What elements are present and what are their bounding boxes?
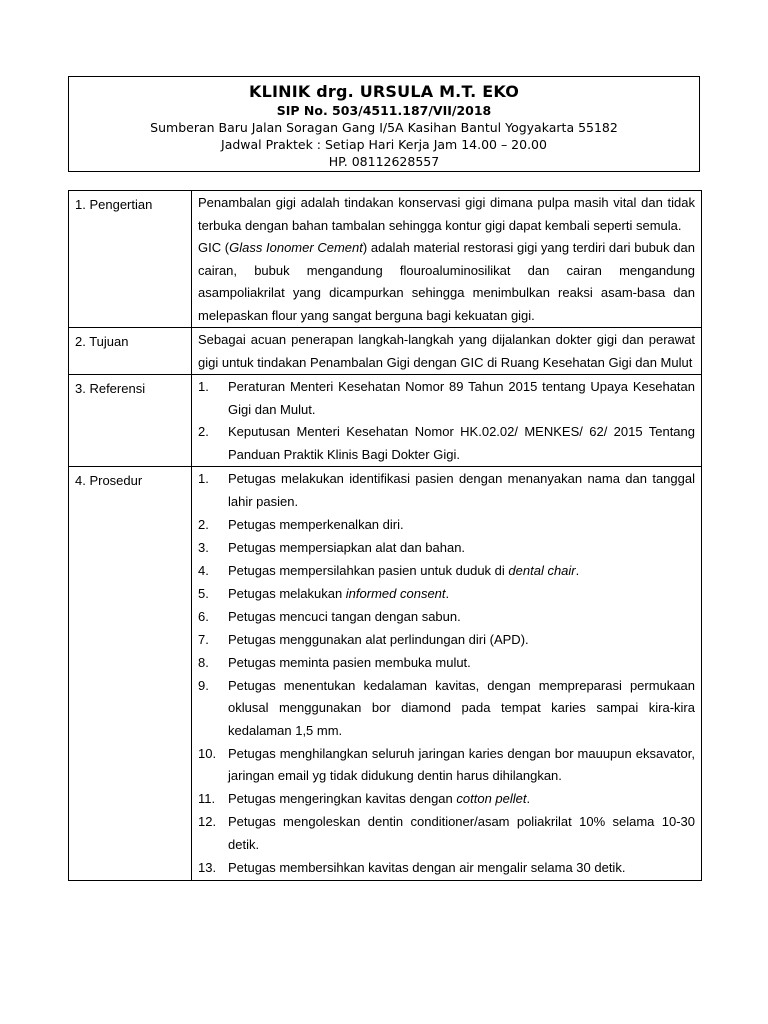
- prosedur-item-number: 9.: [198, 677, 209, 693]
- prosedur-item-number: 8.: [198, 654, 209, 670]
- pengertian-definition: Penambalan gigi adalah tindakan konservasi gigi dimana pulpa masih vital dan tidak terbuka dengan bahan tambalan sehingga kontur gigi dapat kembali seperti semula.: [198, 195, 695, 233]
- clinic-header: [68, 76, 700, 172]
- prosedur-item: [198, 652, 695, 675]
- referensi-item: [198, 376, 695, 421]
- prosedur-item-number: 7.: [198, 631, 209, 647]
- prosedur-item-text-part: Petugas mengeringkan kavitas dengan: [228, 791, 457, 806]
- tujuan-text: Sebagai acuan penerapan langkah-langkah yang dijalankan dokter gigi dan perawat gigi untuk tindakan Penambalan Gigi dengan GIC di Ruang Kesehatan Gigi dan Mulut: [198, 332, 695, 370]
- prosedur-item-text-part: Petugas memperkenalkan diri.: [228, 516, 404, 532]
- row-tujuan: [69, 328, 702, 375]
- prosedur-item-text: [228, 606, 695, 629]
- prosedur-item-text: [228, 743, 695, 788]
- prosedur-item-text: [228, 629, 695, 652]
- prosedur-item-number: 13.: [198, 859, 217, 875]
- prosedur-item-text-part: Petugas membersihkan kavitas dengan air mengalir selama 30 detik.: [228, 859, 626, 875]
- prosedur-item: [198, 606, 695, 629]
- gic-italic-term: Glass Ionomer Cement: [229, 240, 363, 255]
- referensi-item-number: 2.: [198, 424, 209, 439]
- prosedur-item: [198, 560, 695, 583]
- prosedur-item-text: [228, 811, 695, 856]
- prosedur-item-number: 11.: [198, 791, 216, 806]
- prosedur-item-text: [228, 468, 695, 513]
- prosedur-item-italic-term: informed consent: [345, 585, 446, 601]
- clinic-address: Sumberan Baru Jalan Soragan Gang I/5A Kasihan Bantul Yogyakarta 55182: [150, 120, 618, 135]
- prosedur-item-text: [228, 857, 695, 880]
- prosedur-item: [198, 468, 695, 513]
- prosedur-item-text: [228, 675, 695, 743]
- referensi-item-number: 1.: [198, 379, 209, 394]
- prosedur-item-text: [228, 537, 695, 560]
- prosedur-item: [198, 514, 695, 537]
- prosedur-item-text-part: Petugas meminta pasien membuka mulut.: [228, 654, 471, 670]
- prosedur-item-text-part: Petugas mengoleskan dentin conditioner/asam poliakrilat 10% selama 10-30 detik.: [228, 814, 695, 852]
- sop-table: [68, 190, 702, 881]
- row-referensi: [69, 375, 702, 467]
- content-pengertian: [192, 191, 702, 328]
- prosedur-item-text-part: Petugas menentukan kedalaman kavitas, dengan mempreparasi permukaan oklusal menggunakan bor diamond pada tempat karies sampai kira-kira kedalaman 1,5 mm.: [228, 677, 695, 738]
- prosedur-item-text-part: Petugas mempersilahkan pasien untuk duduk di: [228, 562, 509, 578]
- content-referensi: [192, 375, 702, 467]
- clinic-name: KLINIK drg. URSULA M.T. EKO: [248, 82, 520, 101]
- prosedur-item-number: 6.: [198, 608, 209, 624]
- prosedur-item: [198, 629, 695, 652]
- prosedur-item-italic-term: cotton pellet: [456, 791, 527, 806]
- prosedur-item-text-part: Petugas mencuci tangan dengan sabun.: [228, 608, 461, 624]
- prosedur-item-text-end: .: [445, 585, 450, 601]
- referensi-item-text: Peraturan Menteri Kesehatan Nomor 89 Tahun 2015 tentang Upaya Kesehatan Gigi dan Mulut.: [228, 379, 695, 417]
- prosedur-item-text-part: Petugas melakukan: [228, 585, 346, 601]
- label-referensi: 3. Referensi: [69, 375, 192, 467]
- sip-number: SIP No. 503/4511.187/VII/2018: [276, 103, 492, 118]
- prosedur-item-number: 5.: [198, 585, 209, 601]
- gic-text-start: GIC (: [198, 240, 230, 255]
- prosedur-item-text: [228, 514, 695, 537]
- referensi-item-text: Keputusan Menteri Kesehatan Nomor HK.02.02/ MENKES/ 62/ 2015 Tentang Panduan Praktik Klinis Bagi Dokter Gigi.: [228, 424, 695, 462]
- label-tujuan: 2. Tujuan: [69, 328, 192, 375]
- row-pengertian: [69, 191, 702, 328]
- clinic-phone: HP. 08112628557: [328, 154, 440, 169]
- referensi-list: [198, 376, 695, 466]
- gic-definition: [198, 237, 695, 327]
- content-tujuan: [192, 328, 702, 375]
- label-pengertian: 1. Pengertian: [69, 191, 192, 328]
- prosedur-item: [198, 743, 695, 788]
- prosedur-item-text-part: Petugas menggunakan alat perlindungan diri (APD).: [228, 631, 529, 647]
- prosedur-item-text-part: Petugas mempersiapkan alat dan bahan.: [228, 539, 466, 555]
- prosedur-item-number: 10.: [198, 745, 217, 761]
- referensi-item: [198, 421, 695, 466]
- prosedur-item-text-end: .: [526, 791, 531, 806]
- prosedur-item-number: 2.: [198, 516, 209, 532]
- content-prosedur: [192, 467, 702, 881]
- row-prosedur: [69, 467, 702, 881]
- practice-schedule: Jadwal Praktek : Setiap Hari Kerja Jam 14.00 – 20.00: [221, 137, 547, 152]
- prosedur-item: [198, 583, 695, 606]
- prosedur-item-text: [228, 788, 695, 811]
- prosedur-item-text-part: Petugas melakukan identifikasi pasien dengan menanyakan nama dan tanggal lahir pasien.: [228, 471, 695, 509]
- prosedur-item: [198, 537, 695, 560]
- prosedur-item-number: 4.: [198, 562, 209, 578]
- prosedur-item-text: [228, 560, 695, 583]
- prosedur-item-italic-term: dental chair: [508, 562, 576, 578]
- label-prosedur: 4. Prosedur: [69, 467, 192, 881]
- prosedur-item-text-end: .: [575, 562, 580, 578]
- prosedur-item: [198, 811, 695, 856]
- prosedur-item-number: 1.: [198, 471, 209, 486]
- prosedur-item-text-part: Petugas menghilangkan seluruh jaringan karies dengan bor mauupun eksavator, jaringan email yg tidak didukung dentin harus dihilangkan.: [228, 745, 695, 783]
- gic-text-end: ) adalah material restorasi gigi yang terdiri dari bubuk dan cairan, bubuk mengandung flouroaluminosilikat dan cairan mengandung asampoliakrilat yang dicampurkan sehingga menimbulkan reaksi asam-basa dan melepaskan flour yang sangat berguna bagi kekuatan gigi.: [198, 240, 695, 323]
- prosedur-item-text: [228, 652, 695, 675]
- prosedur-item-number: 3.: [198, 539, 209, 555]
- prosedur-list: [198, 468, 695, 879]
- prosedur-item: [198, 857, 695, 880]
- prosedur-item-number: 12.: [198, 814, 217, 829]
- prosedur-item: [198, 788, 695, 811]
- prosedur-item: [198, 675, 695, 743]
- prosedur-item-text: [228, 583, 695, 606]
